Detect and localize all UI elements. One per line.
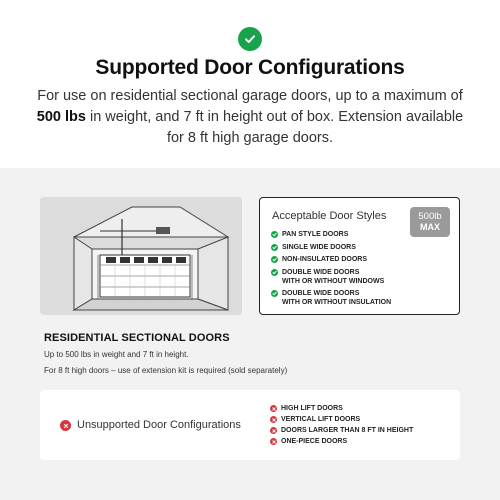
x-circle-icon	[60, 420, 71, 431]
acceptable-door-styles-card	[259, 197, 460, 315]
list-item: PAN STYLE DOORS	[271, 230, 456, 239]
x-circle-icon	[270, 438, 277, 445]
check-circle-icon	[271, 231, 278, 238]
acceptable-styles-list	[271, 230, 456, 311]
list-item: HIGH LIFT DOORS	[270, 403, 413, 414]
page-subtitle: For use on residential sectional garage doors, up to a maximum of 500 lbs in weight, and 7 ft in height out of box. Extension available for 8 ft high garage doors.	[36, 88, 464, 146]
max-weight-label: MAX	[420, 222, 440, 232]
header-section	[0, 0, 500, 168]
x-circle-icon	[270, 416, 277, 423]
x-circle-icon	[270, 405, 277, 412]
details-section	[0, 168, 500, 500]
residential-description: Up to 500 lbs in weight and 7 ft in height.	[44, 350, 189, 359]
x-circle-icon	[270, 427, 277, 434]
acceptable-styles-title: Acceptable Door Styles	[272, 210, 387, 222]
check-circle-icon	[271, 256, 278, 263]
extension-note: For 8 ft high doors – use of extension kit is required (sold separately)	[44, 366, 288, 375]
weight-limit: 500 lbs	[36, 109, 86, 125]
list-item: VERTICAL LIFT DOORS	[270, 414, 413, 425]
check-circle-icon	[271, 244, 278, 251]
list-item: ONE-PIECE DOORS	[270, 436, 413, 447]
residential-title: RESIDENTIAL SECTIONAL DOORS	[44, 332, 230, 344]
list-item: SINGLE WIDE DOORS	[271, 243, 456, 252]
check-circle-icon	[238, 27, 262, 51]
list-item: DOORS LARGER THAN 8 FT IN HEIGHT	[270, 425, 413, 436]
list-item: DOUBLE WIDE DOORS WITH OR WITHOUT INSULATION	[271, 289, 456, 307]
unsupported-title: Unsupported Door Configurations	[77, 419, 241, 431]
check-circle-icon	[271, 290, 278, 297]
check-circle-icon	[271, 269, 278, 276]
garage-illustration	[40, 197, 242, 315]
list-item: NON-INSULATED DOORS	[271, 255, 456, 264]
unsupported-configurations-card	[40, 390, 460, 460]
list-item: DOUBLE WIDE DOORS WITH OR WITHOUT WINDOWS	[271, 268, 456, 286]
max-weight-value: 500lb	[418, 211, 442, 222]
page-title: Supported Door Configurations	[95, 56, 405, 79]
unsupported-list	[270, 403, 413, 447]
